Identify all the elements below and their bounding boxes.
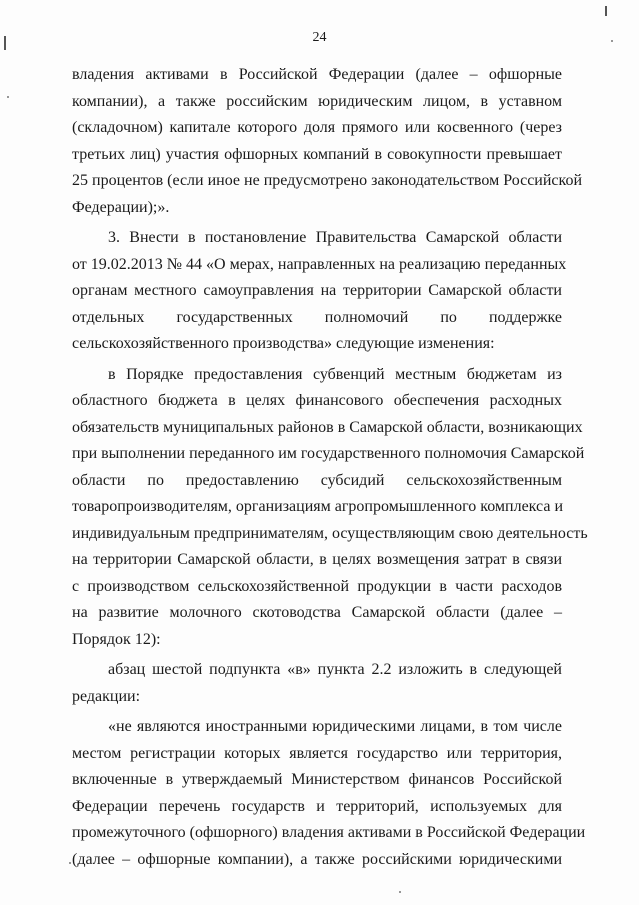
- text-line: владения активами в Российской Федерации (далее – офшорные: [72, 66, 562, 83]
- text-line: на территории Самарской области, в целях возмещения затрат в связи: [72, 551, 562, 568]
- paragraph: [72, 225, 567, 358]
- text-line: местом регистрации которых является государство или территория,: [72, 744, 562, 762]
- document-body: [72, 62, 588, 873]
- paragraph: [72, 714, 586, 873]
- text-line: (далее – офшорные компании), а также российскими юридическими: [72, 850, 562, 868]
- text-line: третьих лиц) участия офшорных компаний в совокупности превышает: [72, 145, 562, 163]
- text-line: 25 процентов (если иное не предусмотрено законодательством Российской: [72, 172, 583, 189]
- text-line: индивидуальным предпринимателям, осуществляющим свою деятельность: [72, 524, 588, 542]
- paragraph: [72, 62, 583, 221]
- text-line: промежуточного (офшорного) владения активами в Российской Федерации: [72, 824, 586, 841]
- paragraph: [72, 657, 562, 710]
- paragraph: [72, 362, 588, 654]
- scan-artifact-top-right-bar: [605, 6, 607, 16]
- page-number: 24: [312, 30, 327, 45]
- text-line: в Порядке предоставления субвенций местным бюджетам из: [108, 365, 562, 383]
- text-line: редакции:: [72, 687, 141, 705]
- text-line: области по предоставлению субсидий сельскохозяйственным: [72, 471, 562, 489]
- scan-artifact-dot: [69, 862, 71, 864]
- text-line: включенные в утверждаемый Министерством финансов Российской: [72, 771, 562, 788]
- text-line: при выполнении переданного им государственного полномочия Самарской: [72, 445, 585, 462]
- text-line: «не являются иностранными юридическими лицами, в том числе: [108, 718, 562, 735]
- text-line: с производством сельскохозяйственной продукции в части расходов: [72, 577, 562, 595]
- text-line: областного бюджета в целях финансового обеспечения расходных: [72, 392, 562, 409]
- text-line: сельскохозяйственного производства» следующие изменения:: [72, 335, 495, 352]
- text-line: органам местного самоуправления на территории Самарской области: [72, 282, 562, 299]
- text-line: компании), а также российским юридическим лицом, в уставном: [72, 92, 562, 110]
- text-line: товаропроизводителям, организациям агропромышленного комплекса и: [72, 498, 563, 515]
- text-line: отдельных государственных полномочий по поддержке: [72, 308, 562, 326]
- text-line: Федерации перечень государств и территорий, используемых для: [72, 797, 562, 815]
- text-line: Порядок 12):: [72, 630, 161, 648]
- text-line: (складочном) капитале которого доля прямого или косвенного (через: [72, 119, 562, 136]
- text-line: от 19.02.2013 № 44 «О мерах, направленных на реализацию переданных: [72, 255, 567, 273]
- text-line: на развитие молочного скотоводства Самарской области (далее –: [72, 604, 562, 621]
- scan-artifact-dot: [399, 891, 401, 893]
- text-line: обязательств муниципальных районов в Самарской области, возникающих: [72, 418, 583, 436]
- text-line: Федерации);».: [72, 198, 170, 216]
- text-line: 3. Внести в постановление Правительства Самарской области: [108, 229, 562, 246]
- text-line: абзац шестой подпункта «в» пункта 2.2 изложить в следующей: [108, 661, 562, 678]
- scan-artifact-dot: [7, 96, 9, 98]
